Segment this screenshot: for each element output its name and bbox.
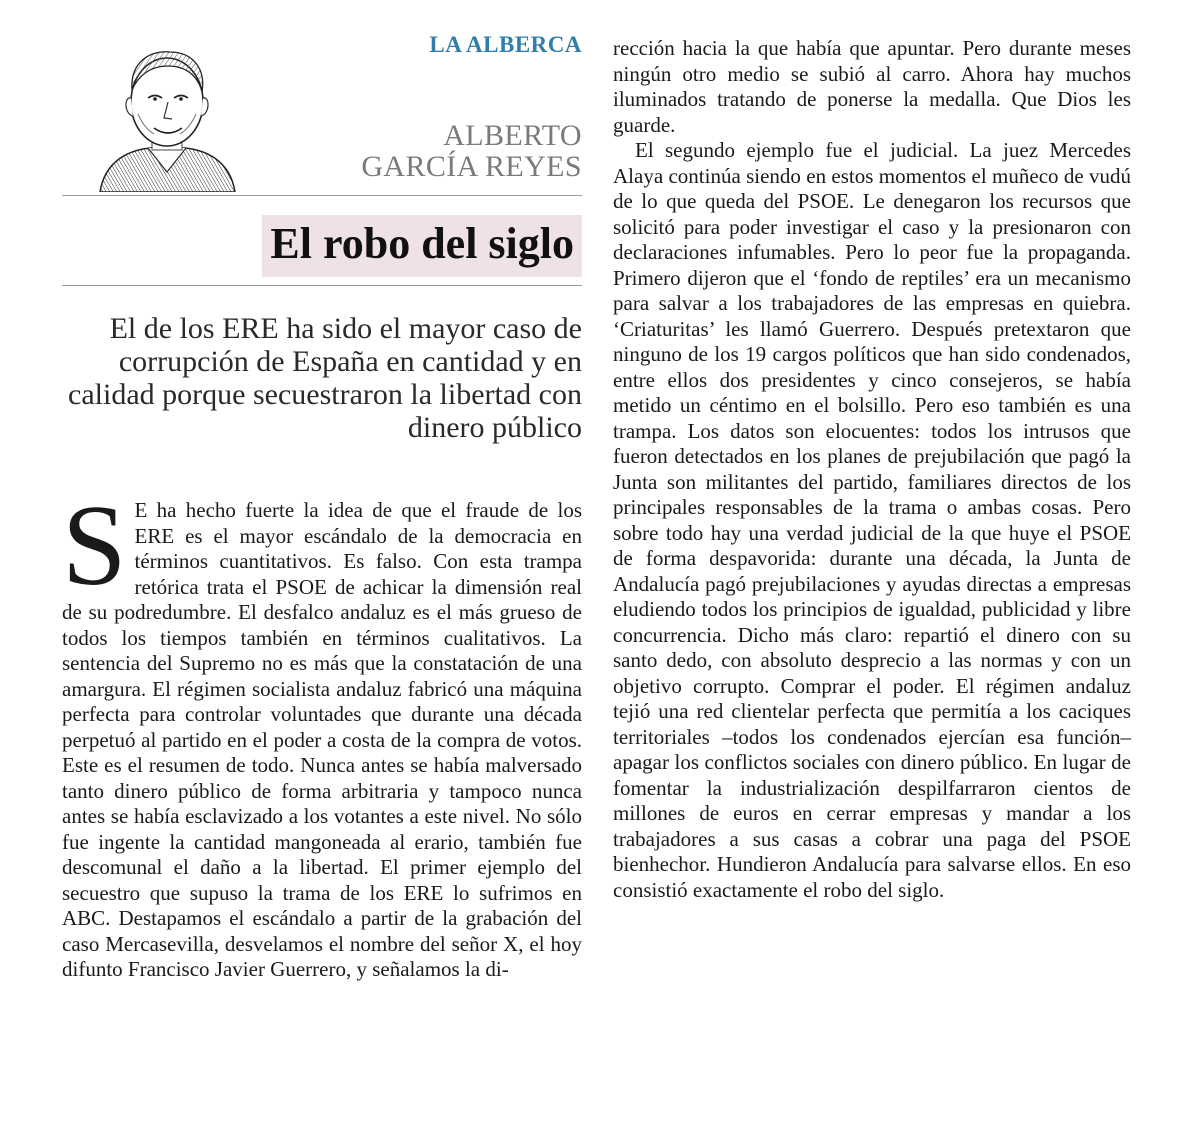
article-body-left: [62, 482, 582, 983]
author-last-name: GARCÍA REYES: [361, 150, 582, 183]
section-label: LA ALBERCA: [429, 32, 582, 57]
author-first-name: ALBERTO: [443, 119, 582, 152]
author-portrait-icon: [90, 32, 240, 192]
author-name: [312, 120, 582, 182]
dek-subheadline: El de los ERE ha sido el mayor caso de corrupción de España en cantidad y en calidad porque secuestraron la libertad con dinero público: [68, 312, 582, 444]
article-paragraph: El segundo ejemplo fue el judicial. La juez Mercedes Alaya continúa siendo en estos momentos el muñeco de vudú de lo que queda del PSOE. Le denegaron los recursos que solicitó para poder investigar el caso y la presionaron con declaraciones infumables. Pero lo peor fue la propaganda. Primero dijeron que el ‘fondo de reptiles’ era un mecanismo para salvar a los trabajadores de las empresas en quiebra. ‘Criaturitas’ les llamó Guerrero. Después pretextaron que ninguno de los 19 cargos políticos que han sido condenados, entre ellos dos presidentes y cinco consejeros, se había metido un céntimo en el bolsillo. Pero eso también es una trampa. Los datos son elocuentes: todos los intrusos que fueron detectados en los planes de prejubilación que pagó la Junta son militantes del partido, familiares directos de los principales responsables de la trama o ambas cosas. Pero sobre todo hay una verdad judicial de la que huye el PSOE de forma despavorida: durante una década, la Junta de Andalucía pagó prejubilaciones y ayudas directas a empresas eludiendo todos los principios de igualdad, publicidad y libre concurrencia. Dicho más claro: repartió el dinero con su santo dedo, con absoluto desprecio a las normas y con un objetivo corrupto. Comprar el poder. El régimen andaluz tejió una red clientelar perfecta que permitía a los caciques territoriales –todos los condenados ejercían esa función– apagar los conflictos sociales con dinero público. En lugar de fomentar la industrialización despilfarraron cientos de millones de euros en cerrar empresas y mandar a los trabajadores a sus casas a cobrar una paga del PSOE bienhechor. Hundieron Andalucía para salvarse ellos. En eso consistió exactamente el robo del siglo.: [613, 138, 1131, 902]
divider-top: [62, 195, 582, 196]
article-paragraph: E ha hecho fuerte la idea de que el fraude de los ERE es el mayor escándalo de la democracia en términos cuantitativos. Es falso. Con esta trampa retórica trata el PSOE de achicar la dimensión real de su podredumbre. El desfalco andaluz es el más grueso de todos los tiempos también en términos cualitativos. La sentencia del Supremo no es más que la constatación de una amargura. El régimen socialista andaluz fabricó una máquina perfecta para controlar voluntades que durante una década perpetuó al partido en el poder a costa de la compra de votos. Este es el resumen de todo. Nunca antes se había malversado tanto dinero público de forma arbitraria y tampoco nunca antes se había esclavizado a los votantes a este nivel. No sólo fue ingente la cantidad mangoneada al erario, también fue descomunal el daño a la libertad. El primer ejemplo del secuestro que supuso la trama de los ERE lo sufrimos en ABC. Destapamos el escándalo a partir de la grabación del caso Mercasevilla, desvelamos el nombre del señor X, el hoy difunto Francisco Javier Guerrero, y señalamos la di-: [62, 498, 582, 981]
author-portrait: [90, 32, 240, 192]
headline: El robo del siglo: [262, 215, 582, 277]
drop-cap: S: [62, 482, 127, 610]
headline-wrapper: [62, 215, 582, 277]
article-paragraph: rección hacia la que había que apuntar. Pero durante meses ningún otro medio se subió al carro. Ahora hay muchos iluminados tratando de ponerse la medalla. Que Dios les guarde.: [613, 36, 1131, 137]
divider-bottom: [62, 285, 582, 286]
right-column: [613, 36, 1131, 903]
article-body-right: [613, 36, 1131, 903]
